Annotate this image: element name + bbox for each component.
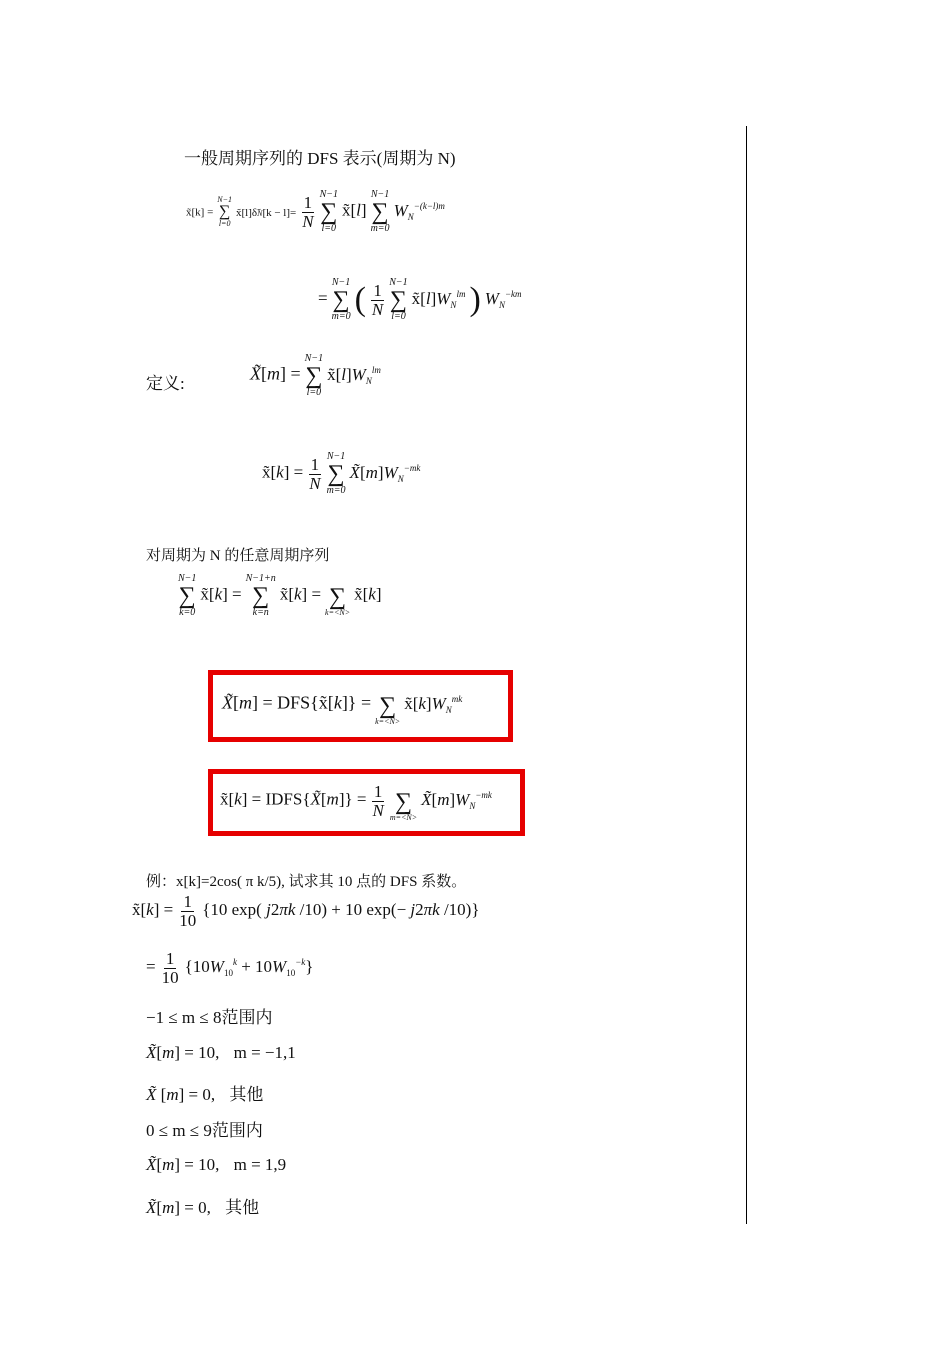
equation-shift-invariance: N−1 ∑ k=0 x̃[k] = N−1+n ∑ k=n x̃[k] = ∑ k=<N> x̃[k] [178, 573, 382, 618]
example-text: 例：x[k]=2cos( π k/5), 试求其 10 点的 DFS 系数。 [146, 874, 467, 890]
result-condition: 其他 [225, 1198, 260, 1217]
result-value: = 10, [184, 1043, 220, 1062]
margin-rule [746, 126, 747, 1224]
property-text: 对周期为 N 的任意周期序列 [146, 548, 330, 564]
range-text-2: 0 ≤ m ≤ 9范围内 [146, 1121, 263, 1140]
equation-dfs-boxed: X̃[m] = DFS{x̃[k]} = ∑ k=<N> $x̃[k]W_N^{mk}$ [222, 692, 463, 726]
result-value: = 10, [184, 1155, 220, 1174]
equation-dfs-definition: X̃[m] = N−1 ∑ l=0 $x̃[l]W_N^{lm}$ [250, 353, 381, 398]
result-row-2a: X̃[m] = 10, m = 1,9 [146, 1155, 287, 1174]
result-condition: 其他 [229, 1085, 264, 1104]
equation-example-twiddle: = $\frac{1}{10}$ $\{10W_{10}^k + 10W_{10}^{-k}\}$ [146, 949, 314, 987]
result-row-1a: X̃[m] = 10, m = −1,1 [146, 1043, 296, 1062]
equation-regrouped: = N−1 ∑ m=0 ( $\frac{1}{N}$ N−1 ∑ l=0 $x̃[l]W_N^{lm}$ ) $W_N^{-km}$ [318, 277, 522, 322]
equation-idfs-boxed: x̃[k] = IDFS{X̃[m]} = $\frac{1}{N}$ ∑ m=<N> $X̃[m]W_N^{-mk}$ [220, 781, 492, 822]
section-heading: 一般周期序列的 DFS 表示(周期为 N) [184, 149, 456, 168]
result-value: = 0, [188, 1085, 216, 1104]
equation-example-expansion: x̃[k] = $\frac{1}{10}$ {10 exp( j2πk /10) + 10 exp(− j2πk /10)} [132, 892, 480, 930]
result-row-2b: X̃[m] = 0, 其他 [146, 1198, 260, 1217]
result-row-1b: X̃ [m] = 0, 其他 [146, 1085, 264, 1104]
equation-idfs: x̃[k] = $\frac{1}{N}$ N−1 ∑ m=0 $X̃[m]W_N^{-mk}$ [262, 451, 421, 496]
result-condition: m = −1,1 [233, 1043, 296, 1062]
result-value: = 0, [184, 1198, 211, 1217]
range-text-1: −1 ≤ m ≤ 8范围内 [146, 1008, 273, 1027]
equation-periodic-expansion: x̃[k] = N−1 ∑ l=0 x̃[l]δ̃N[k − l]= $\frac{1}{N}$ N−1 ∑ l=0 x̃[l] N−1 ∑ m=0 $W_N^{-(k-l)m}$ [186, 189, 445, 234]
result-condition: m = 1,9 [233, 1155, 287, 1174]
definition-label: 定义: [146, 374, 185, 393]
